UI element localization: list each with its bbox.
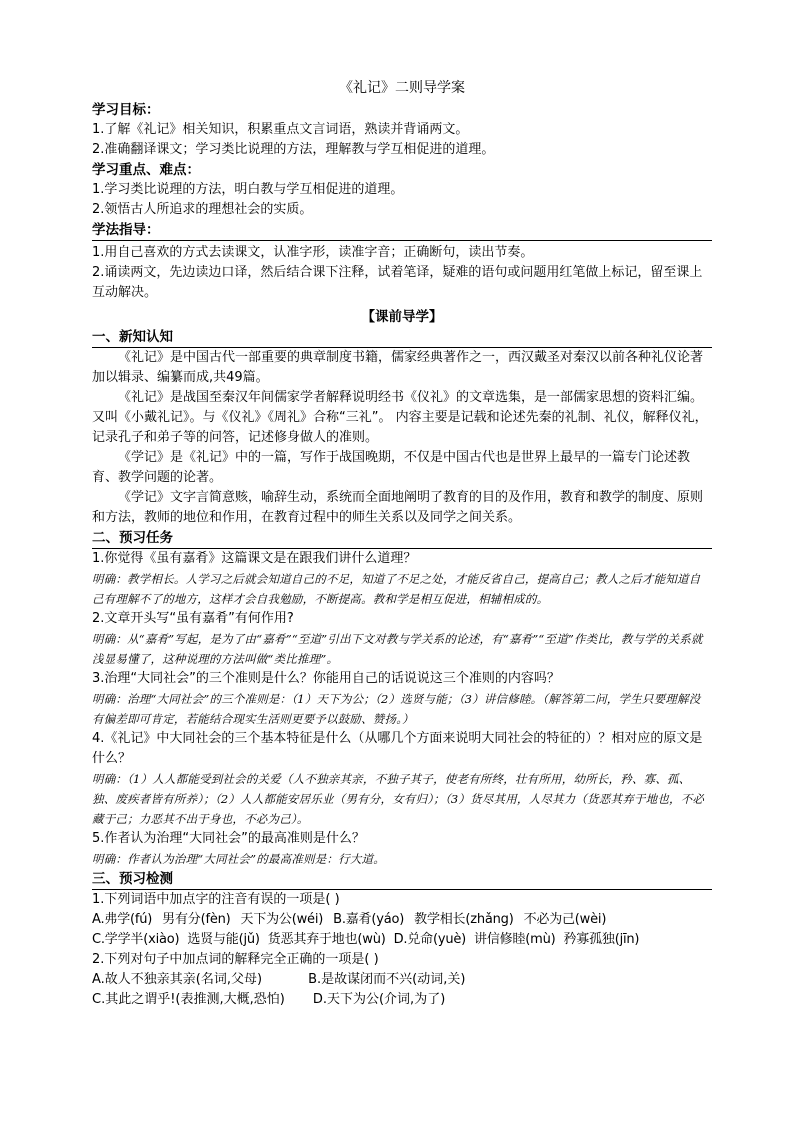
options-row bbox=[92, 910, 712, 930]
option: 天下为公(wéi) bbox=[240, 912, 324, 927]
goal-item: 1.了解《礼记》相关知识，积累重点文言词语，熟读并背诵两文。 bbox=[92, 122, 469, 137]
method-heading: 学法指导： bbox=[92, 222, 160, 238]
option: 选贤与能(jǔ) bbox=[187, 932, 260, 947]
knowledge-heading: 一、新知认知 bbox=[92, 329, 173, 345]
goal-item: 2.准确翻译课文；学习类比说理的方法，理解教与学互相促进的道理。 bbox=[92, 142, 495, 157]
divider bbox=[92, 240, 712, 241]
option: C.其此之谓乎!(表推测,大概,恐怕) bbox=[92, 992, 285, 1007]
task-answer: 明确：治理“大同社会”的三个准则是：（1）天下为公；（2）选贤与能；（3）讲信修睦。（解答第二问，学生只要理解没有偏差即可肯定，若能结合现实生活则更要予以鼓励、赞扬。） bbox=[92, 692, 701, 726]
options-row bbox=[92, 970, 712, 990]
task-question: 5.作者认为治理“大同社会”的最高准则是什么？ bbox=[92, 831, 365, 846]
pre-study-heading: 【课前导学】 bbox=[361, 309, 443, 325]
option: A.弗学(fú) bbox=[92, 912, 153, 927]
goals-heading: 学习目标： bbox=[92, 102, 160, 118]
option: C.学学半(xiào) bbox=[92, 932, 180, 947]
task-question: 4.《礼记》中大同社会的三个基本特征是什么（从哪几个方面来说明大同社会的特征的）？相对应的原文是什么？ bbox=[92, 731, 703, 766]
knowledge-paragraph: 《礼记》是战国至秦汉年间儒家学者解释说明经书《仪礼》的文章选集，是一部儒家思想的资料汇编。又叫《小戴礼记》。与《仪礼》《周礼》合称“三礼”。 内容主要是记载和论述先秦的礼制、礼仪，解释仪礼，记录孔子和弟子等的问答，记述修身做人的准则。 bbox=[92, 390, 708, 445]
task-answer: 明确：教学相长。人学习之后就会知道自己的不足，知道了不足之处，才能反省自己，提高自己；教人之后才能知道自己有理解不了的地方，这样才会自我勉励，不断提高。教和学是相互促进，相辅相成的。 bbox=[92, 572, 701, 606]
task-question: 1.你觉得《虽有嘉肴》这篇课文是在跟我们讲什么道理？ bbox=[92, 551, 417, 566]
knowledge-paragraph: 《礼记》是中国古代一部重要的典章制度书籍，儒家经典著作之一，西汉戴圣对秦汉以前各种礼仪论著加以辑录、编纂而成,共49篇。 bbox=[92, 350, 704, 385]
option: 矜寡孤独(jīn) bbox=[563, 932, 640, 947]
option: 货恶其弃于地也(wù) bbox=[267, 932, 386, 947]
method-item: 2.诵读两文，先边读边口译，然后结合课下注释，试着笔译，疑难的语句或问题用红笔做上标记，留至课上互动解决。 bbox=[92, 265, 703, 300]
task-question: 3.治理“大同社会”的三个准则是什么？你能用自己的话说说这三个准则的内容吗？ bbox=[92, 671, 560, 686]
options-row bbox=[92, 930, 712, 950]
option: 男有分(fèn) bbox=[162, 912, 231, 927]
method-item: 1.用自己喜欢的方式去读课文，认准字形，读准字音；正确断句，读出节奏。 bbox=[92, 245, 534, 260]
focus-heading: 学习重点、难点： bbox=[92, 162, 200, 178]
check-question: 1.下列词语中加点字的注音有误的一项是( ) bbox=[92, 892, 340, 907]
option: 不必为己(wèi) bbox=[523, 912, 607, 927]
check-heading: 三、预习检测 bbox=[92, 871, 173, 887]
task-answer: 明确：（1）人人都能受到社会的关爱（人不独亲其亲，不独子其子，使老有所终，壮有所用，幼所长，矜、寡、孤、独、废疾者皆有所养）；（2）人人都能安居乐业（男有分，女有归）；（3）货尽其用，人尽其力（货恶其弃于地也，不必藏于己；力恶其不出于身也，不必为己）。 bbox=[92, 772, 705, 826]
knowledge-paragraph: 《学记》文字言简意赅，喻辞生动，系统而全面地阐明了教育的目的及作用，教育和教学的制度、原则和方法，教师的地位和作用，在教育过程中的师生关系以及同学之间关系。 bbox=[92, 490, 704, 525]
option: D.兑命(yuè) bbox=[393, 932, 467, 947]
option: B.嘉肴(yáo) bbox=[333, 912, 405, 927]
tasks-heading: 二、预习任务 bbox=[92, 530, 173, 546]
option: 讲信修睦(mù) bbox=[474, 932, 556, 947]
option: D.天下为公(介词,为了) bbox=[312, 992, 446, 1007]
focus-item: 1.学习类比说理的方法，明白教与学互相促进的道理。 bbox=[92, 182, 404, 197]
worksheet bbox=[92, 78, 712, 1010]
options-row bbox=[92, 990, 712, 1010]
option: 教学相长(zhǎng) bbox=[414, 912, 514, 927]
option: B.是故谋闭而不兴(动词,关) bbox=[308, 972, 466, 987]
focus-item: 2.领悟古人所追求的理想社会的实质。 bbox=[92, 202, 313, 217]
option: A.故人不独亲其亲(名词,父母) bbox=[92, 972, 263, 987]
check-question: 2.下列对句子中加点词的解释完全正确的一项是( ) bbox=[92, 952, 379, 967]
knowledge-paragraph: 《学记》是《礼记》中的一篇，写作于战国晚期，不仅是中国古代也是世界上最早的一篇专门论述教育、教学问题的论著。 bbox=[92, 450, 691, 485]
task-answer: 明确：从“嘉肴”写起，是为了由“嘉肴”“至道”引出下文对教与学关系的论述，有“嘉肴”“至道”作类比，教与学的关系就浅显易懂了，这种说理的方法叫做“类比推理”。 bbox=[92, 632, 703, 666]
task-answer: 明确：作者认为治理“大同社会”的最高准则是：行大道。 bbox=[92, 852, 385, 866]
task-question: 2.文章开头写“虽有嘉肴”有何作用? bbox=[92, 611, 294, 626]
page-title: 《礼记》二则导学案 bbox=[339, 80, 465, 96]
